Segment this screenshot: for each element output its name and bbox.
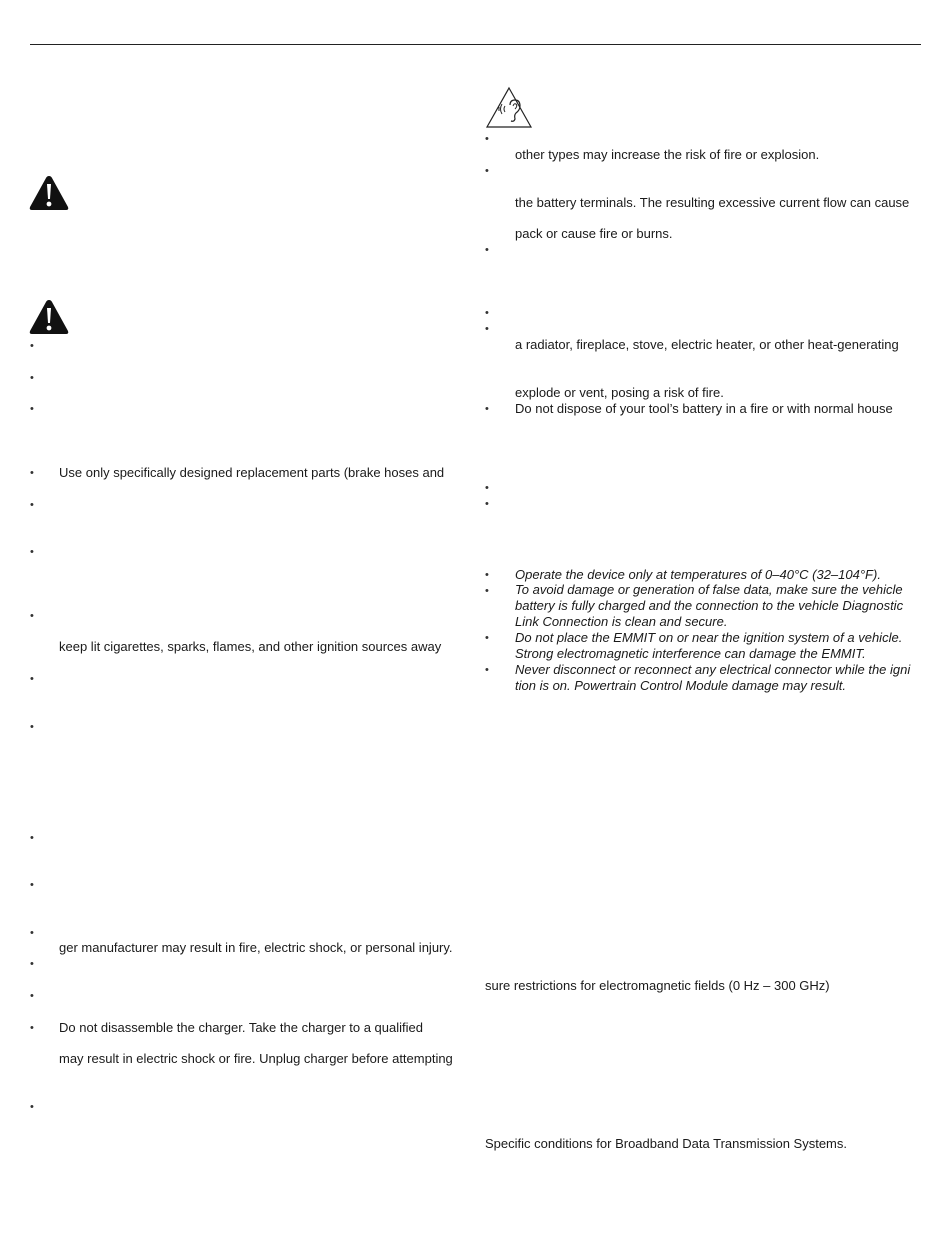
bullet: • — [30, 499, 34, 511]
burns-line: pack or cause fire or burns. — [515, 226, 673, 241]
heat-source-line: a radiator, fireplace, stove, electric heater, or other heat-generating — [515, 337, 899, 352]
bullet: • — [30, 832, 34, 844]
bullet: • — [485, 403, 489, 415]
bullet: • — [30, 372, 34, 384]
right-column — [475, 0, 950, 1248]
connector-note-cont: tion is on. Powertrain Control Module damage may result. — [515, 678, 846, 693]
charger-manufacturer-line: ger manufacturer may result in fire, electric shock, or personal injury. — [59, 940, 453, 955]
battery-charged-note-cont: Link Connection is clean and secure. — [515, 614, 728, 629]
bullet: • — [485, 569, 489, 581]
bullet: • — [30, 958, 34, 970]
battery-charged-note: To avoid damage or generation of false data, make sure the vehicle — [515, 582, 903, 597]
disassemble-charger-line: Do not disassemble the charger. Take the charger to a qualified — [59, 1020, 423, 1035]
fire-explosion-line: other types may increase the risk of fire or explosion. — [515, 147, 820, 162]
explode-vent-line: explode or vent, posing a risk of fire. — [515, 385, 724, 400]
bullet: • — [485, 482, 489, 494]
battery-disposal-line: Do not dispose of your tool’s battery in a fire or with normal house — [515, 401, 893, 416]
bullet: • — [30, 721, 34, 733]
connector-note: Never disconnect or reconnect any electrical connector while the igni — [515, 662, 911, 677]
bullet: • — [30, 340, 34, 352]
bullet: • — [485, 307, 489, 319]
battery-terminals-line: the battery terminals. The resulting excessive current flow can cause — [515, 195, 910, 210]
replacement-parts-line: Use only specifically designed replacement parts (brake hoses and — [59, 465, 445, 480]
bullet: • — [485, 498, 489, 510]
warning-triangle-icon — [28, 174, 70, 212]
battery-charged-note-cont: battery is fully charged and the connection to the vehicle Diagnostic — [515, 598, 904, 613]
bullet: • — [485, 632, 489, 644]
bullet: • — [485, 244, 489, 256]
bullet: • — [485, 664, 489, 676]
warning-triangle-icon — [28, 298, 70, 336]
bullet: • — [30, 546, 34, 558]
ignition-system-note: Do not place the EMMIT on or near the ignition system of a vehicle. — [515, 630, 903, 645]
operating-temperature-note: Operate the device only at temperatures of 0–40°C (32–104°F). — [515, 567, 881, 582]
electric-shock-line: may result in electric shock or fire. Unplug charger before attempting — [59, 1051, 453, 1066]
bullet: • — [30, 467, 34, 479]
bullet: • — [485, 585, 489, 597]
bullet: • — [30, 879, 34, 891]
bullet: • — [30, 990, 34, 1002]
ignition-sources-line: keep lit cigarettes, sparks, flames, and other ignition sources away — [59, 639, 442, 654]
bullet: • — [485, 165, 489, 177]
hearing-protection-icon — [485, 86, 533, 130]
bullet: • — [30, 927, 34, 939]
bullet: • — [485, 133, 489, 145]
bullet: • — [30, 1101, 34, 1113]
bullet: • — [30, 673, 34, 685]
emf-restrictions-line: sure restrictions for electromagnetic fields (0 Hz – 300 GHz) — [485, 978, 830, 993]
bullet: • — [30, 1022, 34, 1034]
ignition-system-note-cont: Strong electromagnetic interference can damage the EMMIT. — [515, 646, 866, 661]
broadband-conditions-line: Specific conditions for Broadband Data Transmission Systems. — [485, 1136, 848, 1151]
bullet: • — [30, 610, 34, 622]
bullet: • — [30, 403, 34, 415]
bullet: • — [485, 323, 489, 335]
